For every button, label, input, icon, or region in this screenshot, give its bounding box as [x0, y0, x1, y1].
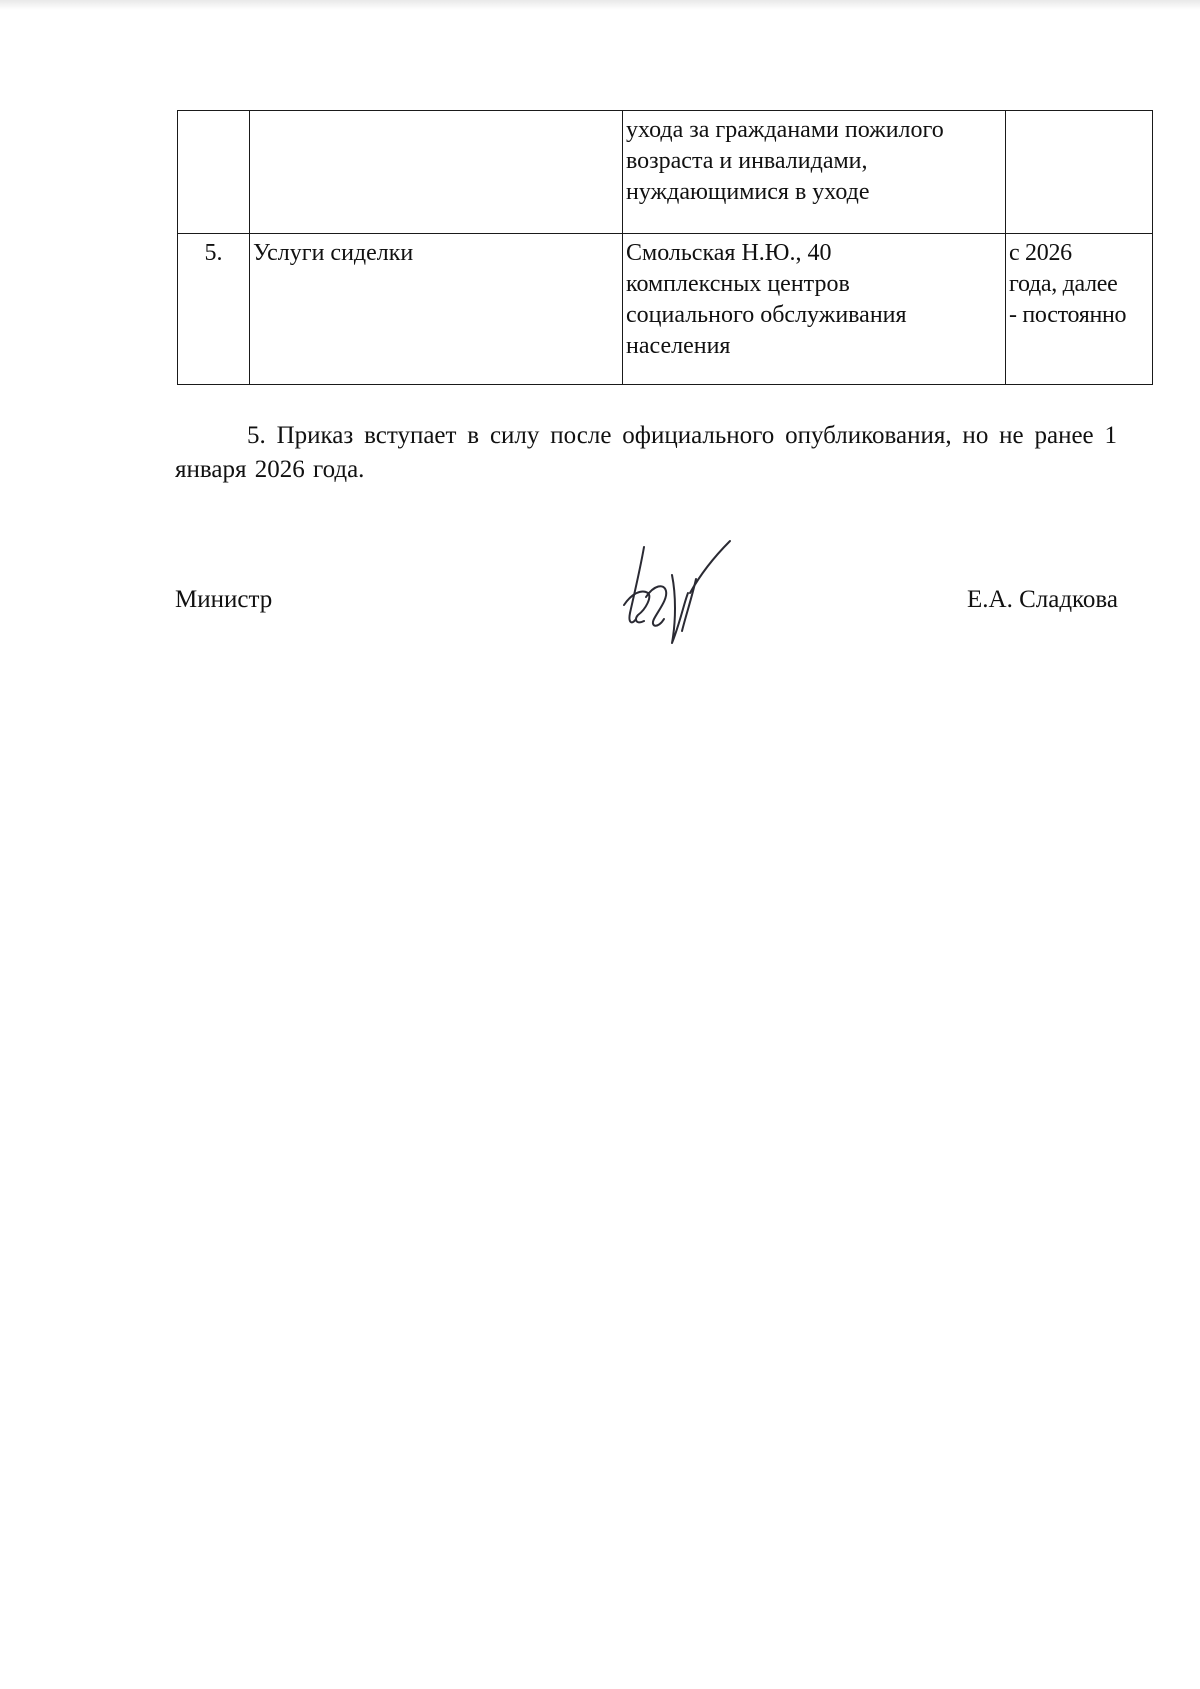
signatory-title: Министр — [175, 586, 273, 613]
signature-stroke — [690, 541, 730, 593]
handwritten-signature — [620, 535, 760, 650]
row-number: 5. — [204, 240, 223, 266]
table-row — [178, 234, 1153, 385]
signature-stroke — [646, 586, 666, 626]
responsible-text: ухода за гражданами пожилого возраста и инвалидами, нуждающимися в уходе — [626, 117, 944, 205]
row-number-cell — [178, 234, 250, 385]
signature-stroke — [672, 575, 688, 643]
service-name-cell — [250, 234, 623, 385]
responsible-cell — [623, 234, 1006, 385]
measures-table — [177, 110, 1153, 385]
responsible-cell — [623, 111, 1006, 234]
signatory-name: Е.А. Сладкова — [967, 586, 1118, 613]
deadline-cell — [1006, 111, 1153, 234]
service-name: Услуги сиделки — [253, 240, 414, 266]
service-name-cell — [250, 111, 623, 234]
deadline-cell — [1006, 234, 1153, 385]
table-row — [178, 111, 1153, 234]
order-clause-5: 5. Приказ вступает в силу после официального опубликования, но не ранее 1 января 2026 года. — [175, 422, 1117, 483]
deadline-text: с 2026 года, далее - постоянно — [1009, 240, 1127, 328]
row-number-cell — [178, 111, 250, 234]
responsible-text: Смольская Н.Ю., 40 комплексных центров социального обслуживания населения — [626, 240, 907, 359]
scan-edge-shadow — [0, 0, 1200, 10]
